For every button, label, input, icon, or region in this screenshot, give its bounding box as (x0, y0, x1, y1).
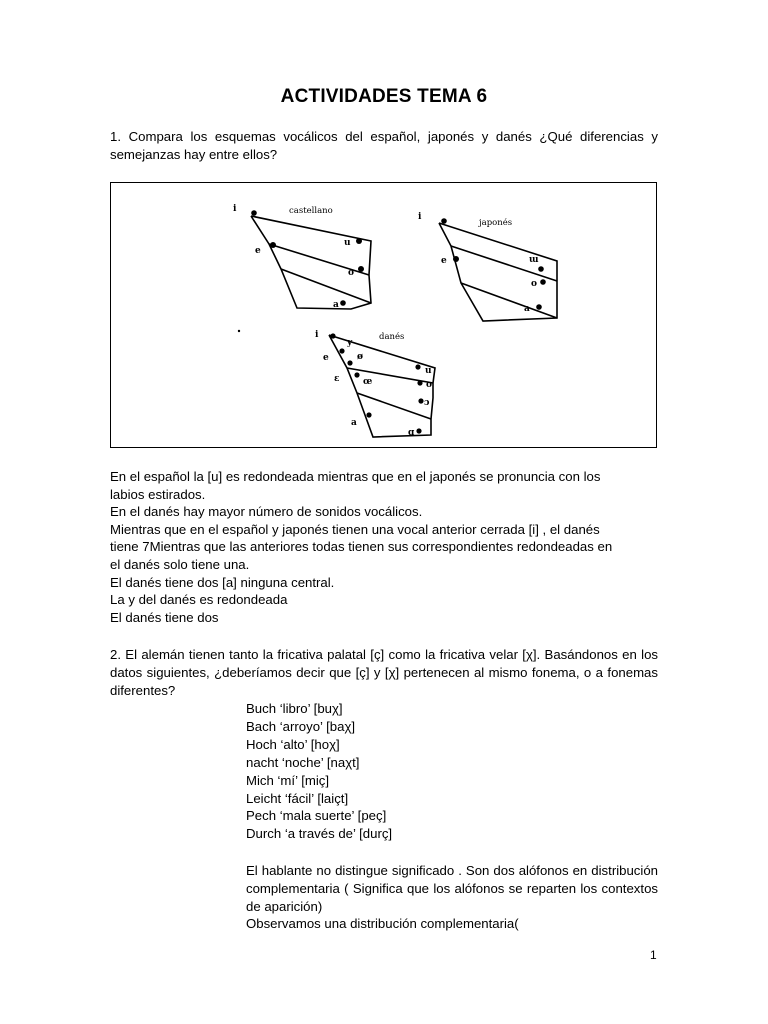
answer-2-paragraph: El hablante no distingue significado . Son dos alófonos en distribución complementaria ( Significa que los alófonos se reparten los contextos de aparición) (246, 863, 658, 914)
danes-vowel-oe-slash: ø (357, 352, 364, 362)
example-item: Mich ‘mí’ [miç] (246, 772, 330, 788)
danes-vowel-o: o (426, 380, 433, 390)
danes-vowel-a: a (351, 418, 357, 428)
example-item: Pech ‘mala suerte’ [peç] (246, 808, 387, 824)
example-item: Buch ‘libro’ [buχ] (246, 701, 343, 716)
answer-1-line: tiene 7Mientras que las anteriores todas tienen sus correspondientes redondeadas en (110, 539, 613, 555)
answer-2-last-line: Observamos una distribución complementaria( (246, 916, 519, 932)
danes-vowel-open-e: ɛ (334, 374, 340, 384)
japones-vowel-o: o (531, 279, 538, 289)
castellano-vowel-e: e (255, 246, 261, 256)
japones-vowel-unrounded-u: ɯ (529, 255, 539, 265)
answer-1-line: Mientras que en el español y japonés tienen una vocal anterior cerrada [i] , el danés (110, 521, 600, 537)
danes-vowel-e: e (323, 353, 329, 363)
example-item: Durch ‘a través de’ [durç] (246, 826, 393, 842)
danes-vowel-back-a: ɑ (408, 428, 415, 438)
castellano-vowel-i: i (233, 204, 237, 214)
danes-title: danés (379, 332, 405, 342)
example-item: Bach ‘arroyo’ [baχ] (246, 718, 356, 734)
castellano-vowel-u: u (344, 238, 351, 248)
question-2: 2. El alemán tienen tanto la fricativa palatal [ç] como la fricativa velar [χ]. Basándonos en los datos siguientes, ¿deberíamos decir que [ç] y [χ] pertenecen al mismo fonema, o a fonemas diferentes? (110, 647, 658, 698)
answer-2 (246, 862, 658, 933)
japones-vowel-i: i (418, 212, 422, 222)
vowel-chart-figure (110, 182, 657, 448)
example-item: Hoch ‘alto’ [hoχ] (246, 736, 340, 752)
japones-vowel-e: e (441, 256, 447, 266)
example-item: Leicht ‘fácil’ [laiçt] (246, 790, 349, 806)
answer-1-line: labios estirados. (110, 486, 206, 502)
danes-vowel-open-o: ɔ (424, 398, 430, 408)
danes-vowel-i: i (315, 330, 319, 340)
danes-vowel-oe-ligature: œ (363, 377, 373, 387)
danes-vowel-y: y (347, 338, 353, 348)
japones-vowel-a: a (524, 304, 530, 314)
castellano-vowel-o: o (348, 268, 355, 278)
vowel-quadrilaterals (111, 183, 658, 449)
answer-1-line: En el español la [u] es redondeada mientras que en el japonés se pronuncia con los (110, 469, 601, 484)
answer-1-line: El danés tiene dos [a] ninguna central. (110, 574, 335, 590)
answer-1-line: el danés solo tiene una. (110, 556, 250, 572)
castellano-title: castellano (289, 206, 333, 216)
question-1: 1. Compara los esquemas vocálicos del español, japonés y danés ¿Qué diferencias y semejanzas hay entre ellos? (110, 129, 658, 162)
page-title: ACTIVIDADES TEMA 6 (280, 86, 488, 107)
danes-vowel-u: u (425, 366, 432, 376)
castellano-vowel-a: a (333, 300, 339, 310)
example-item: nacht ‘noche’ [naχt] (246, 754, 360, 770)
german-examples-list (246, 700, 392, 843)
answer-1-line: El danés tiene dos (110, 609, 219, 625)
page-number: 1 (650, 948, 657, 962)
answer-1 (110, 468, 658, 626)
answer-1-line: La y del danés es redondeada (110, 592, 288, 608)
japones-title: japonés (479, 218, 513, 228)
answer-1-line: En el danés hay mayor número de sonidos vocálicos. (110, 504, 423, 520)
